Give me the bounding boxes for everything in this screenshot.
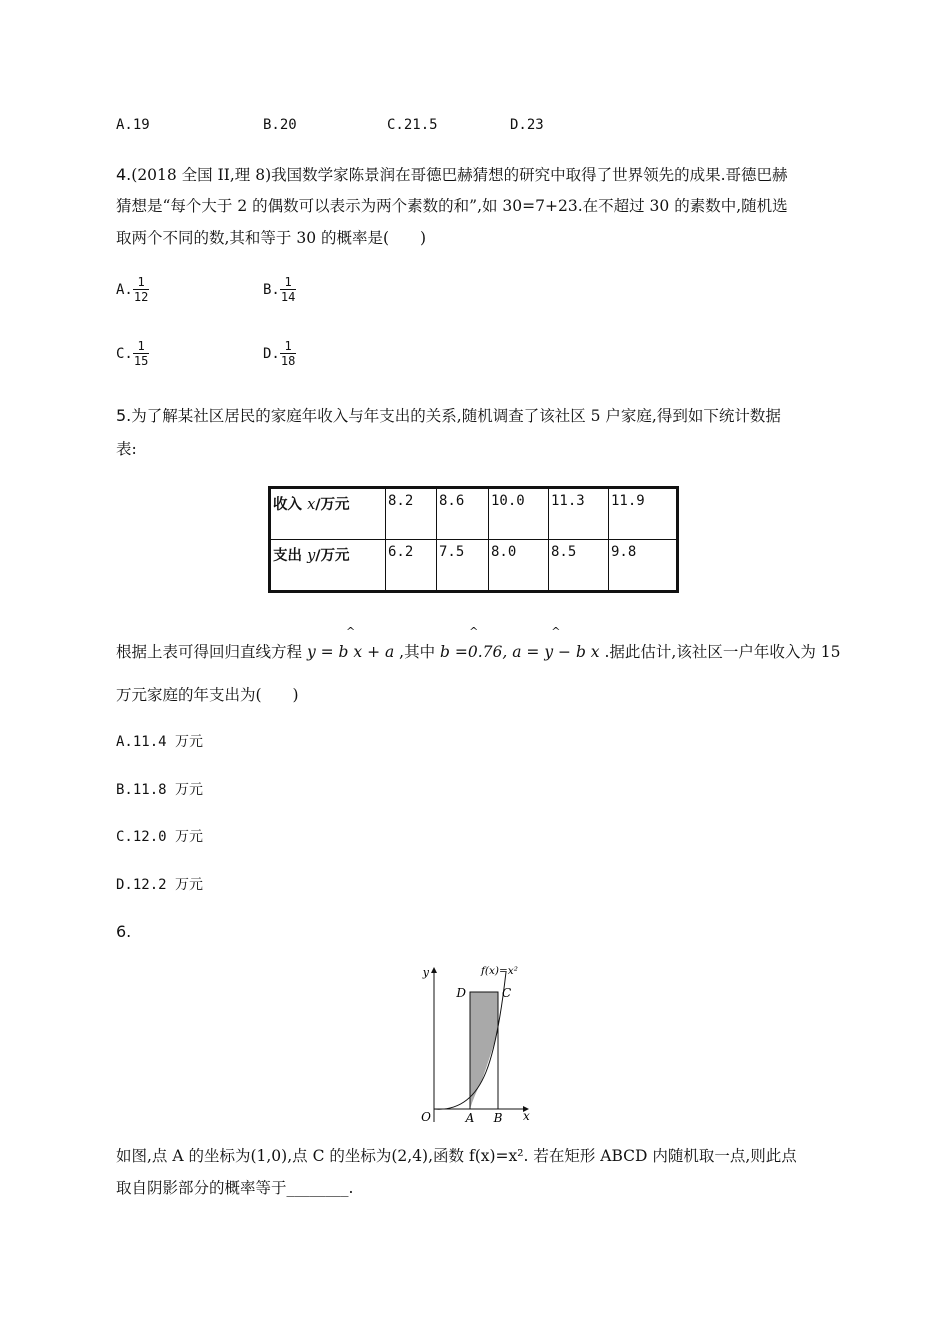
y-axis-label: y bbox=[422, 966, 429, 979]
table-row bbox=[270, 540, 678, 592]
q4-line-1 bbox=[116, 163, 788, 185]
slope-value: ^ b =0.76, bbox=[440, 643, 507, 661]
q5-regression-line: 根据上表可得回归直线方程 ^ y = b x + a ,其中 ^ b =0.76, ^ a = y − b x .据此估计,该社区一户年收入为 15 bbox=[116, 640, 841, 662]
intercept-formula: ^ a = y − b x bbox=[512, 643, 599, 661]
q4-number: 4. bbox=[116, 165, 132, 184]
q4-option-b: B. $\frac{1}{14}$ bbox=[263, 275, 296, 304]
table-cell: 6.2 bbox=[386, 540, 437, 592]
x-axis-label: x bbox=[523, 1109, 530, 1123]
table-cell: 8.0 bbox=[489, 540, 549, 592]
q5-option-c: C.12.0 万元 bbox=[116, 829, 204, 845]
q4-option-c: C. $\frac{1}{15}$ bbox=[116, 339, 149, 368]
table-cell: 9.8 bbox=[609, 540, 678, 592]
q5-line-1 bbox=[116, 404, 781, 426]
q3-option-d: D.23 bbox=[510, 117, 544, 133]
q6-line-1: 如图,点 A 的坐标为(1,0),点 C 的坐标为(2,4),函数 f(x)=x². 若在矩形 ABCD 内随机取一点,则此点 bbox=[116, 1147, 797, 1165]
q4-text-1: (2018 全国 II,理 8)我国数学家陈景润在哥德巴赫猜想的研究中取得了世界领先的成果.哥德巴赫 bbox=[131, 166, 788, 184]
table-cell: 10.0 bbox=[489, 488, 549, 540]
q4-line-2: 猜想是“每个大于 2 的偶数可以表示为两个素数的和”,如 30=7+23.在不超过 30 的素数中,随机选 bbox=[116, 197, 788, 215]
point-b-label: B bbox=[493, 1111, 503, 1125]
point-a-label: A bbox=[465, 1111, 475, 1125]
q4-option-a: A. $\frac{1}{12}$ bbox=[116, 275, 149, 304]
table-cell: 8.2 bbox=[386, 488, 437, 540]
q5-option-d: D.12.2 万元 bbox=[116, 877, 204, 893]
regression-equation: ^ y = b x + a bbox=[307, 643, 394, 661]
q4-line-3: 取两个不同的数,其和等于 30 的概率是( ) bbox=[116, 229, 427, 247]
table-row bbox=[270, 488, 678, 540]
table-cell: 8.6 bbox=[437, 488, 489, 540]
table-cell: 8.5 bbox=[549, 540, 609, 592]
q4-option-d: D. $\frac{1}{18}$ bbox=[263, 339, 296, 368]
point-d-label: D bbox=[456, 986, 466, 1000]
q5-line-b: 万元家庭的年支出为( ) bbox=[116, 686, 299, 704]
stats-table bbox=[268, 486, 679, 593]
parabola-figure bbox=[420, 962, 540, 1128]
row-header-income: 收入 x/万元 bbox=[270, 488, 386, 540]
q5-option-a: A.11.4 万元 bbox=[116, 734, 204, 750]
q5-line-2: 表: bbox=[116, 440, 137, 458]
table-cell: 11.3 bbox=[549, 488, 609, 540]
q3-option-b: B.20 bbox=[263, 117, 297, 133]
q6-line-2: 取自阴影部分的概率等于________. bbox=[116, 1179, 354, 1197]
table-cell: 11.9 bbox=[609, 488, 678, 540]
point-c-label: C bbox=[502, 986, 512, 1000]
shaded-region bbox=[470, 992, 498, 1109]
row-header-expense: 支出 y/万元 bbox=[270, 540, 386, 592]
q5-number: 5. bbox=[116, 406, 132, 425]
table-cell: 7.5 bbox=[437, 540, 489, 592]
q3-option-a: A.19 bbox=[116, 117, 150, 133]
q3-option-c: C.21.5 bbox=[387, 117, 438, 133]
origin-label: O bbox=[421, 1110, 431, 1124]
q6-number: 6. bbox=[116, 922, 132, 941]
function-label: f(x)=x² bbox=[481, 965, 518, 977]
q5-option-b: B.11.8 万元 bbox=[116, 782, 204, 798]
q5-text-1: 为了解某社区居民的家庭年收入与年支出的关系,随机调查了该社区 5 户家庭,得到如下统计数据 bbox=[131, 407, 781, 425]
